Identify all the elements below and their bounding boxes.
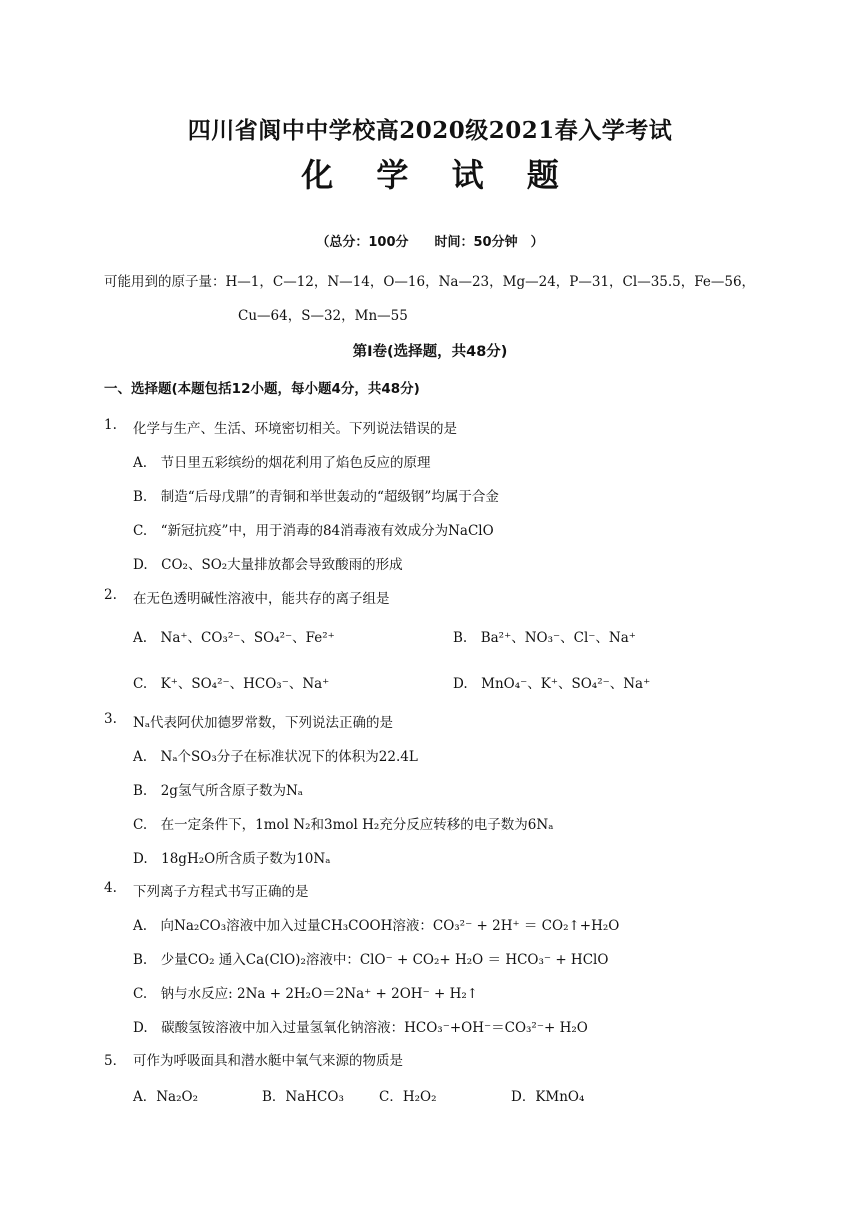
- exam-title: 四川省阆中中学校高2020级2021春入学考试: [187, 117, 673, 144]
- option-b: B．NaHCO₃: [262, 1089, 344, 1105]
- option-d: D. CO₂、SO₂大量排放都会导致酸雨的形成: [133, 557, 403, 573]
- question-number: 1.: [104, 417, 117, 433]
- part-title: 一、选择题(本题包括12小题，每小题4分，共48分): [104, 381, 420, 397]
- option-d: D. 18gH₂O所含质子数为10Nₐ: [133, 851, 331, 867]
- option-c: C. 在一定条件下，1mol N₂和3mol H₂充分反应转移的电子数为6Nₐ: [133, 817, 554, 833]
- question-text: 可作为呼吸面具和潜水艇中氧气来源的物质是: [133, 1053, 403, 1069]
- question-text: 化学与生产、生活、环境密切相关。下列说法错误的是: [133, 421, 457, 437]
- option-d: D．KMnO₄: [511, 1089, 585, 1105]
- question-number: 3.: [104, 711, 117, 727]
- question-text: Nₐ代表阿伏加德罗常数，下列说法正确的是: [133, 715, 394, 731]
- option-b: B. 少量CO₂ 通入Ca(ClO)₂溶液中：ClO⁻ + CO₂+ H₂O ＝ HCO₃⁻ + HClO: [133, 952, 609, 968]
- option-d: D. 碳酸氢铵溶液中加入过量氢氧化钠溶液：HCO₃⁻+OH⁻＝CO₃²⁻+ H₂O: [133, 1020, 588, 1036]
- option-b: B. Ba²⁺、NO₃⁻、Cl⁻、Na⁺: [453, 630, 636, 646]
- option-c: C. 钠与水反应: 2Na + 2H₂O＝2Na⁺ + 2OH⁻ + H₂↑: [133, 986, 479, 1002]
- option-b: B. 制造“后母戊鼎”的青铜和举世轰动的“超级钢”均属于合金: [133, 489, 499, 505]
- question-text: 在无色透明碱性溶液中，能共存的离子组是: [133, 591, 390, 607]
- option-a: A. 向Na₂CO₃溶液中加入过量CH₃COOH溶液：CO₃²⁻ + 2H⁺ ＝ CO₂↑+H₂O: [133, 918, 620, 934]
- option-a: A. 节日里五彩缤纷的烟花利用了焰色反应的原理: [133, 455, 431, 471]
- option-a: A．Na₂O₂: [133, 1089, 199, 1105]
- atomic-masses-line-2: Cu—64，S—32，Mn—55: [238, 308, 408, 324]
- atomic-masses-line-1: 可能用到的原子量：H—1，C—12，N—14，O—16，Na—23，Mg—24，P—31，Cl—35.5，Fe—56，: [104, 274, 756, 290]
- score-time-info: （总分：100分 时间：50分钟 ）: [316, 235, 544, 250]
- option-c: C．H₂O₂: [379, 1089, 437, 1105]
- option-d: D. MnO₄⁻、K⁺、SO₄²⁻、Na⁺: [453, 676, 651, 692]
- subject-title: 化 学 试 题: [301, 156, 575, 194]
- question-number: 2.: [104, 587, 117, 603]
- volume-title: 第Ⅰ卷(选择题，共48分): [352, 344, 508, 360]
- option-b: B. 2g氢气所含原子数为Nₐ: [133, 783, 303, 799]
- option-c: C. “新冠抗疫”中，用于消毒的84消毒液有效成分为NaClO: [133, 523, 494, 539]
- option-c: C. K⁺、SO₄²⁻、HCO₃⁻、Na⁺: [133, 676, 330, 692]
- question-number: 5．: [104, 1053, 127, 1069]
- option-a: A. Nₐ个SO₃分子在标准状况下的体积为22.4L: [133, 749, 418, 765]
- option-a: A. Na⁺、CO₃²⁻、SO₄²⁻、Fe²⁺: [133, 630, 335, 646]
- question-number: 4.: [104, 880, 117, 896]
- question-text: 下列离子方程式书写正确的是: [133, 884, 309, 900]
